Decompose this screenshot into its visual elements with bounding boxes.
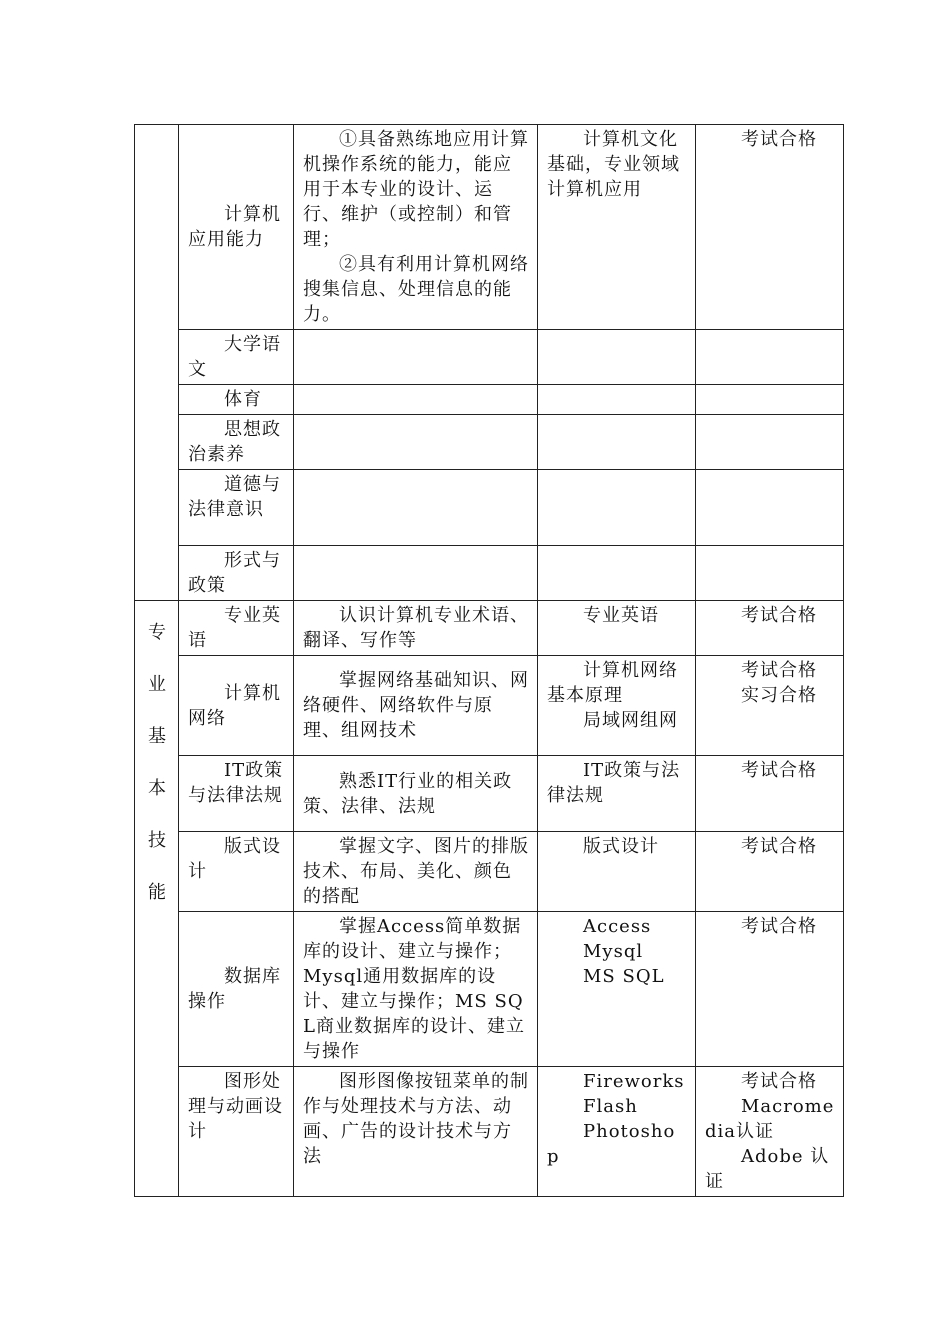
item-cell: 体育 [179, 385, 294, 415]
assessment-cell: 考试合格 [696, 125, 844, 330]
course-cell: Fireworks Flash Photoshop [538, 1067, 696, 1197]
course-cell: 专业英语 [538, 601, 696, 656]
table-row [135, 601, 844, 656]
assessment-cell: 考试合格 实习合格 [696, 656, 844, 756]
course-cell [538, 415, 696, 470]
course-cell: Access Mysql MS SQL [538, 912, 696, 1067]
assessment-cell [696, 546, 844, 601]
course-cell [538, 546, 696, 601]
assessment-cell [696, 470, 844, 546]
item-cell: 计算机应用能力 [179, 125, 294, 330]
table-row [135, 656, 844, 756]
assessment-cell: 考试合格 Macromedia认证 Adobe 认证 [696, 1067, 844, 1197]
table-row [135, 125, 844, 330]
assessment-cell: 考试合格 [696, 601, 844, 656]
course-cell [538, 385, 696, 415]
table-row [135, 756, 844, 832]
requirement-cell [294, 546, 538, 601]
item-cell: 专业英语 [179, 601, 294, 656]
category-cell: 专业基本技能 [135, 601, 179, 1197]
table-row [135, 385, 844, 415]
table-row [135, 330, 844, 385]
course-cell: 计算机文化基础，专业领域计算机应用 [538, 125, 696, 330]
item-cell: 计算机网络 [179, 656, 294, 756]
requirement-cell [294, 330, 538, 385]
item-cell: IT政策与法律法规 [179, 756, 294, 832]
table-row [135, 912, 844, 1067]
course-cell: 版式设计 [538, 832, 696, 912]
table-row [135, 415, 844, 470]
requirement-cell: 认识计算机专业术语、翻译、写作等 [294, 601, 538, 656]
course-cell [538, 470, 696, 546]
requirement-cell: 图形图像按钮菜单的制作与处理技术与方法、动画、广告的设计技术与方法 [294, 1067, 538, 1197]
requirement-cell: 熟悉IT行业的相关政策、法律、法规 [294, 756, 538, 832]
assessment-cell: 考试合格 [696, 832, 844, 912]
requirement-cell: 掌握Access简单数据库的设计、建立与操作；Mysql通用数据库的设计、建立与操作；MS SQL商业数据库的设计、建立与操作 [294, 912, 538, 1067]
table-row [135, 546, 844, 601]
skills-table [134, 124, 844, 1197]
requirement-cell: 掌握文字、图片的排版技术、布局、美化、颜色的搭配 [294, 832, 538, 912]
assessment-cell [696, 415, 844, 470]
item-cell: 思想政治素养 [179, 415, 294, 470]
category-cell [135, 125, 179, 601]
assessment-cell [696, 385, 844, 415]
requirement-cell: 掌握网络基础知识、网络硬件、网络软件与原理、组网技术 [294, 656, 538, 756]
assessment-cell: 考试合格 [696, 912, 844, 1067]
table-row [135, 832, 844, 912]
requirement-cell [294, 415, 538, 470]
item-cell: 大学语文 [179, 330, 294, 385]
item-cell: 数据库操作 [179, 912, 294, 1067]
assessment-cell: 考试合格 [696, 756, 844, 832]
table-row [135, 470, 844, 546]
course-cell: 计算机网络基本原理 局域网组网 [538, 656, 696, 756]
item-cell: 版式设计 [179, 832, 294, 912]
requirement-cell: ①具备熟练地应用计算机操作系统的能力，能应用于本专业的设计、运行、维护（或控制）和管理； ②具有利用计算机网络搜集信息、处理信息的能力。 [294, 125, 538, 330]
item-cell: 道德与法律意识 [179, 470, 294, 546]
item-cell: 形式与政策 [179, 546, 294, 601]
requirement-cell [294, 385, 538, 415]
assessment-cell [696, 330, 844, 385]
requirement-cell [294, 470, 538, 546]
course-cell [538, 330, 696, 385]
table-row [135, 1067, 844, 1197]
item-cell: 图形处理与动画设计 [179, 1067, 294, 1197]
course-cell: IT政策与法律法规 [538, 756, 696, 832]
